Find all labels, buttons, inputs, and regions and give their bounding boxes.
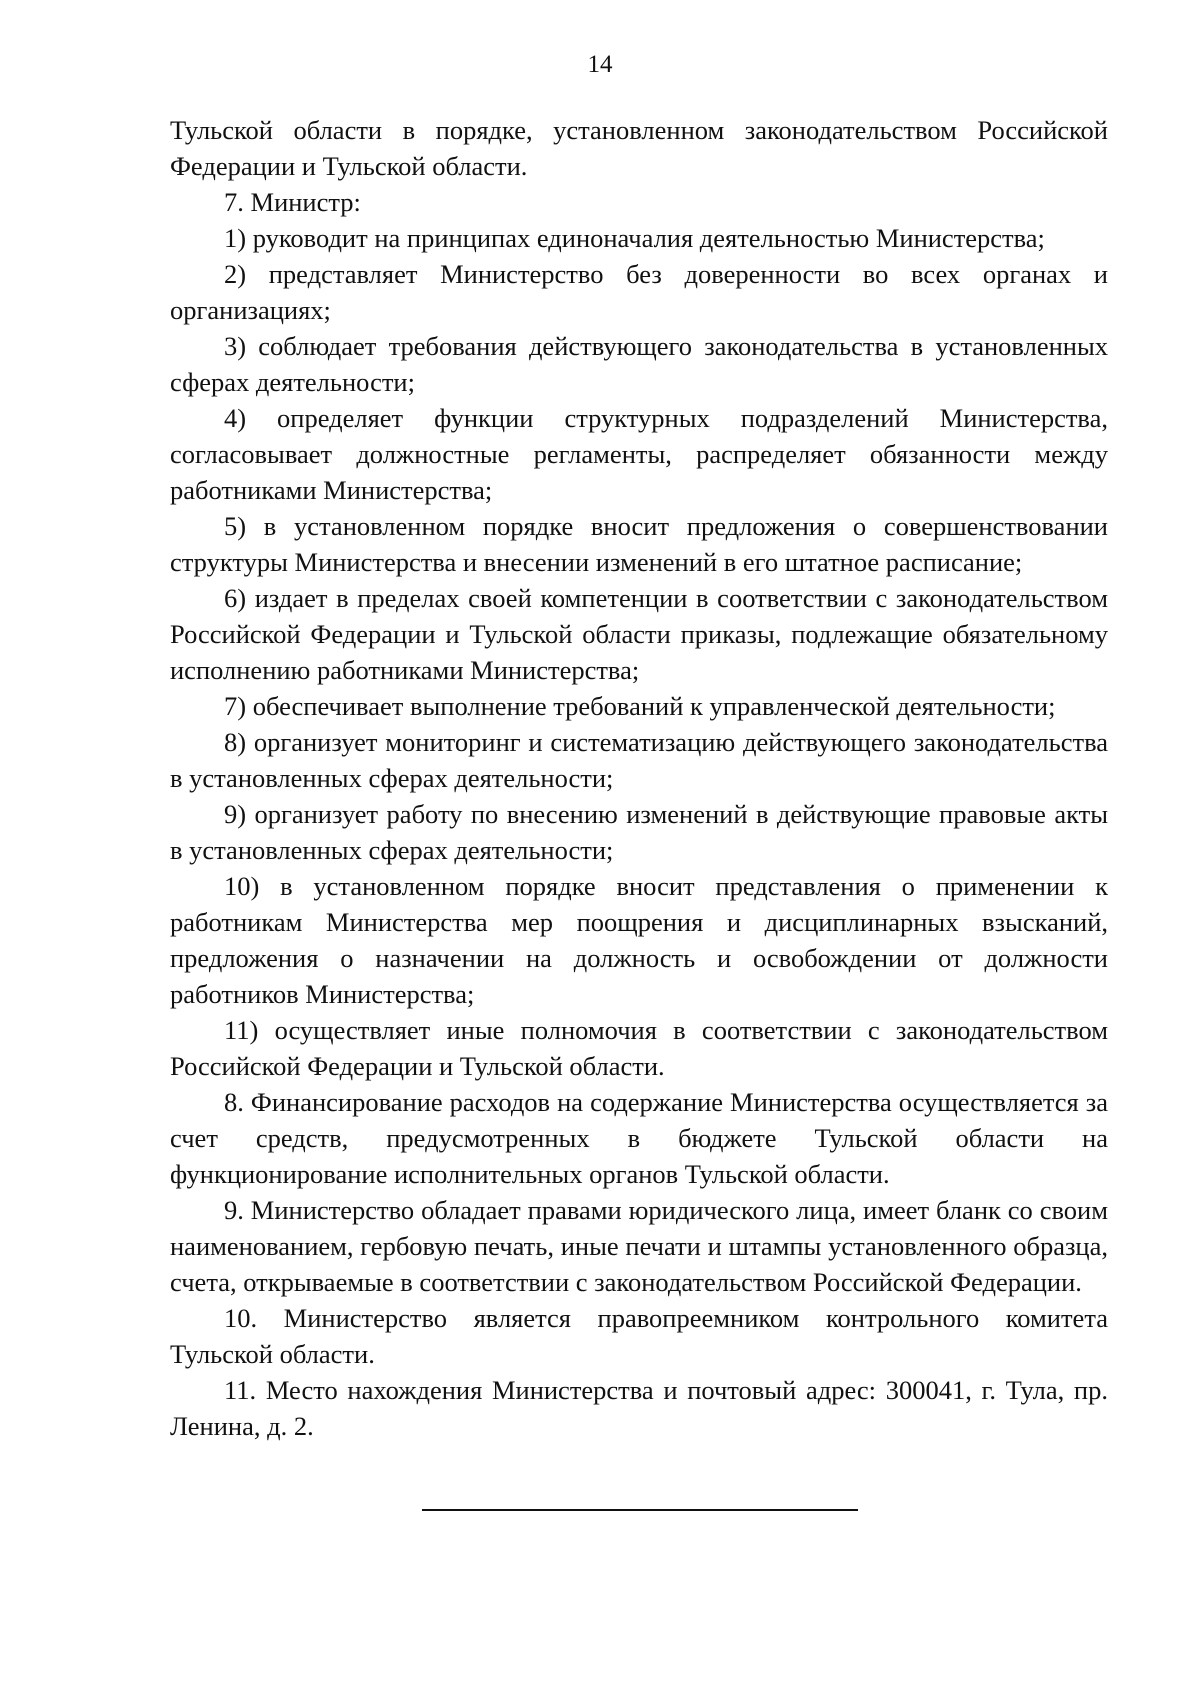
end-of-document-rule xyxy=(422,1509,858,1511)
paragraph-subitem-4: 4) определяет функции структурных подразделений Министерства, согласовывает должностные регламенты, распределяет обязанности между работниками Министерства; xyxy=(170,403,1108,505)
paragraph-subitem-8: 8) организует мониторинг и систематизацию действующего законодательства в установленных сферах деятельности; xyxy=(170,727,1108,793)
paragraph-subitem-6: 6) издает в пределах своей компетенции в соответствии с законодательством Российской Федерации и Тульской области приказы, подлежащие обязательному исполнению работниками Министерства; xyxy=(170,583,1108,685)
paragraph-item-10: 10. Министерство является правопреемником контрольного комитета Тульской области. xyxy=(170,1303,1108,1369)
paragraph-item-7-heading: 7. Министр: xyxy=(224,187,361,217)
paragraph-subitem-3: 3) соблюдает требования действующего законодательства в установленных сферах деятельности; xyxy=(170,331,1108,397)
paragraph-continuation: Тульской области в порядке, установленном законодательством Российской Федерации и Тульской области. xyxy=(170,115,1108,181)
paragraph-subitem-10: 10) в установленном порядке вносит представления о применении к работникам Министерства мер поощрения и дисциплинарных взысканий, предложения о назначении на должность и освобождении от должности работников Министерства; xyxy=(170,871,1108,1009)
paragraph-item-9: 9. Министерство обладает правами юридического лица, имеет бланк со своим наименованием, гербовую печать, иные печати и штампы установленного образца, счета, открываемые в соответствии с законодательством Российской Федерации. xyxy=(170,1195,1108,1297)
paragraph-subitem-7: 7) обеспечивает выполнение требований к управленческой деятельности; xyxy=(224,691,1056,721)
paragraph-subitem-1: 1) руководит на принципах единоначалия деятельностью Министерства; xyxy=(224,223,1045,253)
paragraph-subitem-11: 11) осуществляет иные полномочия в соответствии с законодательством Российской Федерации и Тульской области. xyxy=(170,1015,1108,1081)
paragraph-item-8: 8. Финансирование расходов на содержание Министерства осуществляется за счет средств, предусмотренных в бюджете Тульской области на функционирование исполнительных органов Тульской области. xyxy=(170,1087,1108,1189)
document-body xyxy=(170,112,1108,1444)
paragraph-item-11: 11. Место нахождения Министерства и почтовый адрес: 300041, г. Тула, пр. Ленина, д. 2. xyxy=(170,1375,1108,1441)
paragraph-subitem-9: 9) организует работу по внесению изменений в действующие правовые акты в установленных сферах деятельности; xyxy=(170,799,1108,865)
paragraph-subitem-5: 5) в установленном порядке вносит предложения о совершенствовании структуры Министерства и внесении изменений в его штатное расписание; xyxy=(170,511,1108,577)
paragraph-subitem-2: 2) представляет Министерство без доверенности во всех органах и организациях; xyxy=(170,259,1108,325)
page-number: 14 xyxy=(587,51,613,78)
